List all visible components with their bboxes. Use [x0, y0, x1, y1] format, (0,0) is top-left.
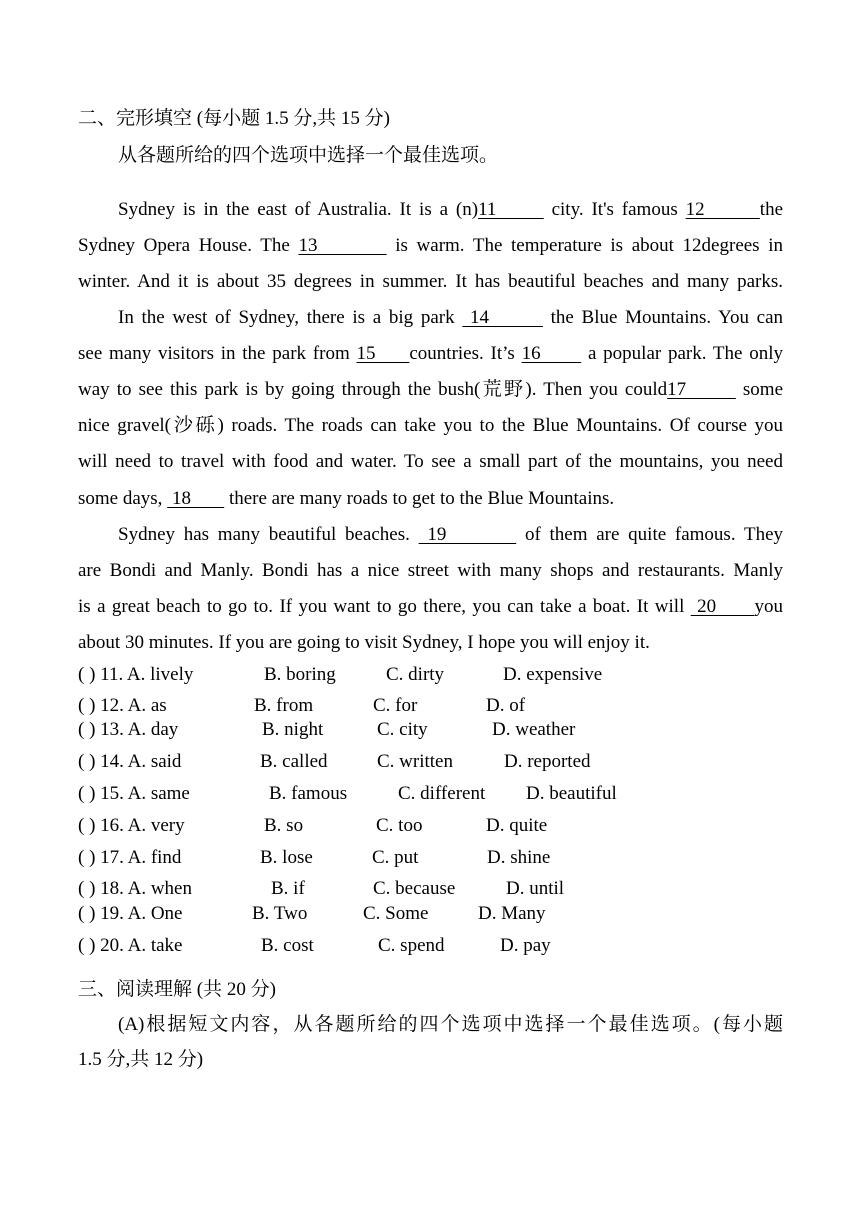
option-b: B. if [271, 878, 305, 899]
option-c: C. put [372, 847, 419, 868]
blank-20: 20 [690, 596, 755, 617]
question-11: ( ) 11. A. lively [78, 664, 194, 685]
option-c: C. because [373, 878, 456, 899]
section2-instruction: 从各题所给的四个选项中选择一个最佳选项。 [118, 145, 499, 166]
blank-14: 14 [462, 307, 543, 328]
option-d: D. beautiful [526, 783, 617, 804]
section3-instruction: (A)根据短文内容，从各题所给的四个选项中选择一个最佳选项。(每小题 [118, 1014, 783, 1035]
option-c: C. dirty [386, 664, 445, 685]
option-b: B. Two [252, 903, 308, 924]
section2-heading: 二、完形填空 (每小题 1.5 分,共 15 分) [78, 108, 390, 129]
passage-line: In the west of Sydney, there is a big park 14 the Blue Mountains. You can [118, 307, 784, 328]
blank-13: 13 [298, 235, 387, 256]
option-c: C. Some [363, 903, 429, 924]
passage-line: see many visitors in the park from 15 countries. It’s 16 a popular park. The only [78, 343, 784, 364]
blank-15: 15 [356, 343, 410, 364]
section3-heading: 三、阅读理解 (共 20 分) [78, 979, 276, 1000]
option-b: B. called [260, 751, 328, 772]
option-c: C. different [398, 783, 486, 804]
option-b: B. night [262, 719, 324, 740]
option-b: B. famous [269, 783, 348, 804]
passage-line: is a great beach to go to. If you want to go there, you can take a boat. It will 20 you [78, 596, 784, 617]
option-d: D. until [506, 878, 565, 899]
blank-11: 11 [478, 199, 544, 220]
question-20: ( ) 20. A. take [78, 935, 183, 956]
option-d: D. weather [492, 719, 576, 740]
section3-instruction-cont: 1.5 分,共 12 分) [78, 1049, 204, 1070]
passage-line: some days, 18 there are many roads to get to the Blue Mountains. [78, 488, 615, 509]
option-d: D. of [486, 695, 526, 716]
option-c: C. spend [378, 935, 445, 956]
question-18: ( ) 18. A. when [78, 878, 192, 899]
option-d: D. reported [504, 751, 591, 772]
option-b: B. lose [260, 847, 313, 868]
blank-18: 18 [167, 488, 225, 509]
option-c: C. city [377, 719, 428, 740]
passage-line: Sydney is in the east of Australia. It is a (n)11 city. It's famous 12 the [118, 199, 784, 220]
blank-12: 12 [685, 199, 760, 220]
option-d: D. quite [486, 815, 548, 836]
option-d: D. shine [487, 847, 551, 868]
question-19: ( ) 19. A. One [78, 903, 183, 924]
blank-19: 19 [418, 524, 517, 545]
option-c: C. written [377, 751, 453, 772]
option-d: D. Many [478, 903, 546, 924]
option-b: B. so [264, 815, 304, 836]
passage-line: Sydney Opera House. The 13 is warm. The temperature is about 12degrees in [78, 235, 783, 256]
question-17: ( ) 17. A. find [78, 847, 182, 868]
option-d: D. pay [500, 935, 551, 956]
passage-line: nice gravel(沙砾) roads. The roads can take you to the Blue Mountains. Of course you [78, 415, 783, 436]
passage-line: winter. And it is about 35 degrees in summer. It has beautiful beaches and many parks. [78, 271, 783, 292]
passage-line: are Bondi and Manly. Bondi has a nice street with many shops and restaurants. Manly [78, 560, 783, 581]
option-c: C. for [373, 695, 418, 716]
option-b: B. boring [264, 664, 336, 685]
option-d: D. expensive [503, 664, 603, 685]
option-b: B. cost [261, 935, 314, 956]
option-c: C. too [376, 815, 423, 836]
blank-17: 17 [667, 379, 736, 400]
question-15: ( ) 15. A. same [78, 783, 190, 804]
question-13: ( ) 13. A. day [78, 719, 179, 740]
passage-line: Sydney has many beautiful beaches. 19 of them are quite famous. They [118, 524, 783, 545]
option-b: B. from [254, 695, 314, 716]
question-16: ( ) 16. A. very [78, 815, 185, 836]
question-14: ( ) 14. A. said [78, 751, 182, 772]
blank-16: 16 [521, 343, 582, 364]
passage-line: about 30 minutes. If you are going to visit Sydney, I hope you will enjoy it. [78, 632, 650, 653]
passage-line: will need to travel with food and water. To see a small part of the mountains, you need [78, 451, 783, 472]
passage-line: way to see this park is by going through the bush(荒野). Then you could17 some [78, 379, 783, 400]
question-12: ( ) 12. A. as [78, 695, 167, 716]
